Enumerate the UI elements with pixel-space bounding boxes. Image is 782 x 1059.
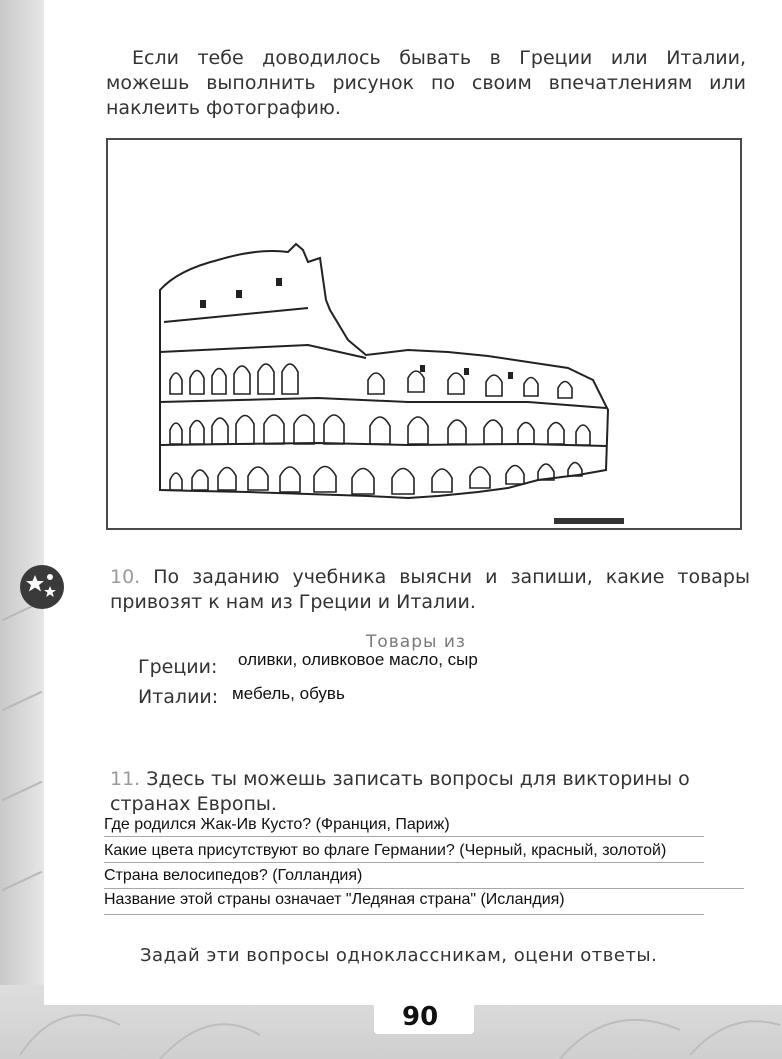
intro-paragraph <box>106 46 746 121</box>
colosseum-arches <box>170 364 590 494</box>
task-10 <box>110 565 750 615</box>
answer-line <box>104 888 744 889</box>
colosseum-windows <box>200 278 513 379</box>
quiz-question[interactable]: Название этой страны означает "Ледяная страна" (Исландия) <box>104 891 565 908</box>
row-label-italy: Италии: <box>138 686 219 708</box>
task-11 <box>110 767 750 817</box>
leaf-decoration <box>2 871 43 891</box>
answer-line <box>104 914 704 915</box>
colosseum-outline <box>160 244 608 498</box>
answer-line <box>104 862 704 863</box>
drawing-frame <box>106 138 742 530</box>
quiz-question[interactable]: Какие цвета присутствуют во флаге Германии? (Черный, красный, золотой) <box>104 842 667 859</box>
task-text: По заданию учебника выясни и запиши, какие товары привозят к нам из Греции и Италии. <box>110 566 750 613</box>
star-badge-icon <box>19 564 65 610</box>
answer-greece[interactable]: оливки, оливковое масло, сыр <box>238 650 478 669</box>
task-text: Здесь ты можешь записать вопросы для викторины о странах Европы. <box>110 768 690 815</box>
quiz-question[interactable]: Страна велосипедов? (Голландия) <box>104 867 363 884</box>
image-credit-mark <box>554 518 624 524</box>
page-number: 90 <box>402 1002 439 1032</box>
row-label-greece: Греции: <box>138 656 218 678</box>
task-number: 11. <box>110 768 141 790</box>
colosseum-drawing <box>108 140 740 528</box>
leaf-decoration <box>2 781 43 801</box>
leaf-decoration <box>2 691 43 711</box>
answer-italy[interactable]: мебель, обувь <box>232 684 345 703</box>
intro-text: Если тебе доводилось бывать в Греции или Италии, можешь выполнить рисунок по своим впечатлениям или наклеить фотографию. <box>106 47 746 119</box>
answer-line <box>104 836 704 837</box>
page-margin-strip <box>0 0 44 1059</box>
quiz-question[interactable]: Где родился Жак-Ив Кусто? (Франция, Париж) <box>104 816 450 833</box>
workbook-page <box>44 0 782 1005</box>
goods-table-heading: Товары из <box>366 632 466 652</box>
task-number: 10. <box>110 566 141 588</box>
closing-instruction: Задай эти вопросы одноклассникам, оцени ответы. <box>140 945 658 966</box>
